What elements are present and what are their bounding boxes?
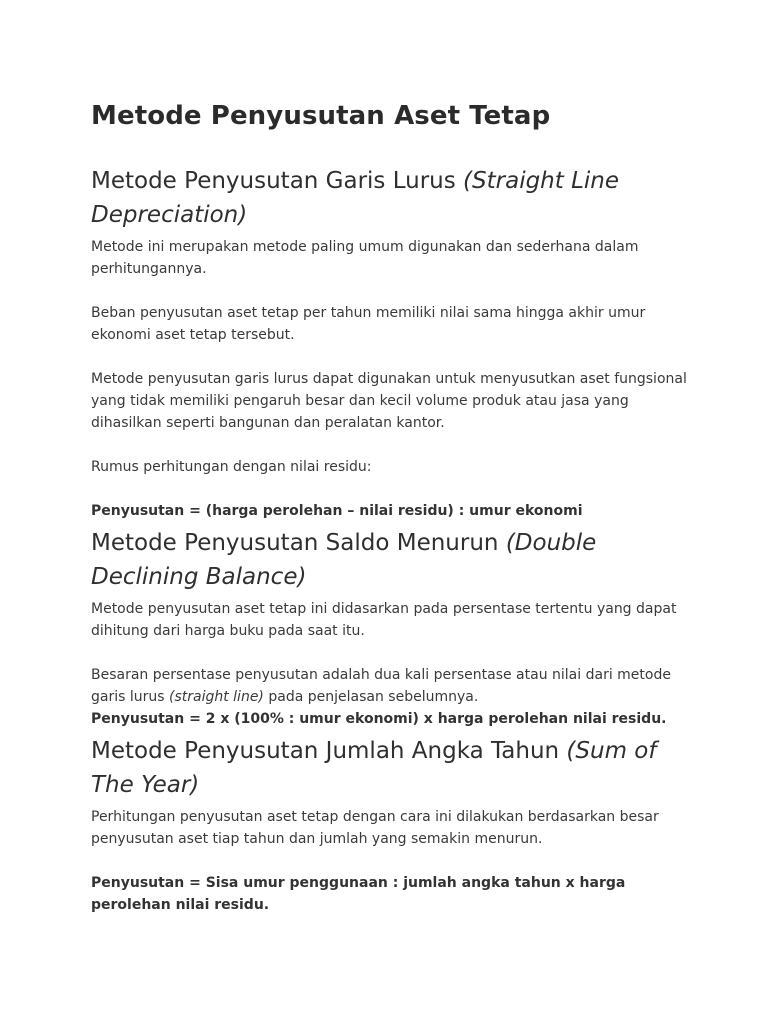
section-heading-text: Metode Penyusutan Saldo Menurun [91, 530, 499, 556]
paragraph-emphasis: (straight line) [169, 689, 264, 705]
formula-declining-balance: Penyusutan = 2 x (100% : umur ekonomi) x harga perolehan nilai residu. [91, 711, 667, 727]
section-heading-sum-of-years [91, 734, 691, 802]
section-heading-english: (Sum of The Year) [91, 738, 657, 798]
document-page [91, 98, 691, 916]
section-heading-text: Metode Penyusutan Garis Lurus [91, 168, 456, 194]
paragraph: Perhitungan penyusutan aset tetap dengan cara ini dilakukan berdasarkan besar penyusutan aset tiap tahun dan jumlah yang semakin menurun. [91, 809, 659, 847]
paragraph [91, 664, 691, 708]
paragraph: Metode penyusutan garis lurus dapat digunakan untuk menyusutkan aset fungsional yang tidak memiliki pengaruh besar dan kecil volume produk atau jasa yang dihasilkan seperti bangunan dan peralatan kantor. [91, 371, 687, 431]
paragraph: Rumus perhitungan dengan nilai residu: [91, 459, 372, 475]
section-heading-text: Metode Penyusutan Jumlah Angka Tahun [91, 738, 560, 764]
section-heading-declining-balance [91, 526, 691, 594]
paragraph-text: Besaran persentase penyusutan adalah dua kali persentase atau nilai dari metode garis lurus [91, 667, 671, 705]
formula-sum-of-years: Penyusutan = Sisa umur penggunaan : jumlah angka tahun x harga perolehan nilai residu. [91, 875, 626, 913]
page-title: Metode Penyusutan Aset Tetap [91, 101, 551, 131]
paragraph-text: pada penjelasan sebelumnya. [268, 689, 479, 705]
paragraph: Beban penyusutan aset tetap per tahun memiliki nilai sama hingga akhir umur ekonomi aset tetap tersebut. [91, 305, 646, 343]
paragraph: Metode penyusutan aset tetap ini didasarkan pada persentase tertentu yang dapat dihitung dari harga buku pada saat itu. [91, 601, 677, 639]
section-heading-straight-line [91, 164, 691, 232]
paragraph: Metode ini merupakan metode paling umum digunakan dan sederhana dalam perhitungannya. [91, 239, 639, 277]
section-heading-english: (Straight Line Depreciation) [91, 168, 620, 228]
section-heading-english: (Double Declining Balance) [91, 530, 597, 590]
formula-straight-line: Penyusutan = (harga perolehan – nilai residu) : umur ekonomi [91, 503, 583, 519]
